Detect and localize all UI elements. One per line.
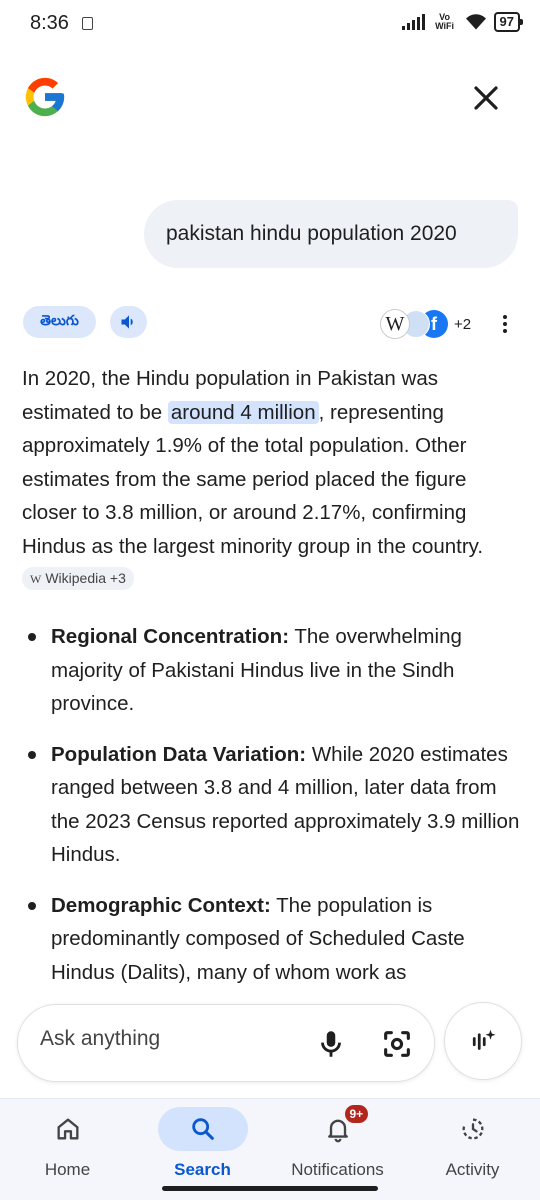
wikipedia-icon: W xyxy=(30,572,42,586)
status-bar xyxy=(0,0,540,50)
sources-more-count: +2 xyxy=(454,315,472,333)
nav-activity-icon-wrap xyxy=(428,1107,518,1151)
nav-activity-label: Activity xyxy=(445,1160,500,1179)
ai-answer-paragraph xyxy=(22,362,522,597)
more-options-icon[interactable] xyxy=(494,310,516,338)
bullet-title: Regional Concentration: xyxy=(51,625,290,648)
nav-notifications-label: Notifications xyxy=(291,1160,384,1179)
google-g-icon xyxy=(22,74,68,120)
close-icon[interactable] xyxy=(468,80,504,116)
bottom-navigation xyxy=(0,1098,540,1200)
answer-text-2: , representing approximately 1.9% of the total population. Other estimates from the same period placed the figure closer to 3.8 million, or around 2.17%, confirming Hindus as the largest minority group in the country. xyxy=(22,400,484,558)
wifi-icon xyxy=(465,13,487,31)
listen-button[interactable] xyxy=(110,306,147,338)
nav-search-icon-wrap xyxy=(158,1107,248,1151)
notification-badge: 9+ xyxy=(345,1105,369,1123)
ask-bar[interactable] xyxy=(17,1004,435,1082)
list-item xyxy=(22,889,522,990)
bullet-text: While 2020 estimates ranged between 3.8 and 4 million, later data from the 2023 Census reported approximately 3.9 million Hindus. xyxy=(51,742,520,866)
bullet-text: The population is predominantly composed of Scheduled Caste Hindus (Dalits), many of whom work as xyxy=(51,893,465,984)
battery-indicator: 97 xyxy=(494,12,520,32)
signal-icon xyxy=(402,14,425,30)
citation-label: Wikipedia +3 xyxy=(45,570,126,586)
facebook-source-icon: f xyxy=(420,310,448,338)
answer-text-1: In 2020, the Hindu population in Pakistan was estimated to be xyxy=(22,367,438,424)
answer-highlight[interactable]: around 4 million xyxy=(168,401,319,424)
lens-camera-icon[interactable] xyxy=(380,1027,414,1061)
home-indicator[interactable] xyxy=(162,1186,378,1191)
citation-chip[interactable] xyxy=(22,567,134,590)
nav-home-icon-wrap xyxy=(23,1107,113,1151)
answer-bullet-list xyxy=(22,620,522,1006)
bullet-title: Demographic Context: xyxy=(51,893,271,917)
status-indicators xyxy=(402,12,520,32)
list-item xyxy=(22,620,522,721)
nav-notifications[interactable] xyxy=(270,1107,405,1187)
nav-activity[interactable] xyxy=(405,1107,540,1187)
mic-icon[interactable] xyxy=(314,1027,348,1061)
ai-sparkle-icon xyxy=(468,1026,498,1056)
language-chip[interactable]: తెలుగు xyxy=(23,306,96,338)
list-item xyxy=(22,738,522,872)
nav-home[interactable] xyxy=(0,1107,135,1187)
nav-search[interactable] xyxy=(135,1107,270,1187)
query-bubble[interactable]: pakistan hindu population 2020 xyxy=(144,200,518,268)
vowifi-label: Vo WiFi xyxy=(435,12,454,31)
status-time: 8:36 xyxy=(30,12,69,34)
bullet-text: The overwhelming majority of Pakistani Hindus live in the Sindh province. xyxy=(51,625,462,715)
home-icon xyxy=(54,1115,82,1143)
nav-notifications-icon-wrap xyxy=(293,1107,383,1151)
sim-icon xyxy=(82,17,93,30)
ask-input[interactable]: Ask anything xyxy=(40,1027,161,1050)
ai-mode-button[interactable] xyxy=(444,1002,522,1080)
activity-icon xyxy=(459,1115,487,1143)
nav-search-label: Search xyxy=(174,1160,231,1179)
wikipedia-source-icon: W xyxy=(380,309,410,339)
nav-home-label: Home xyxy=(44,1160,91,1179)
search-icon xyxy=(189,1115,217,1143)
bullet-title: Population Data Variation: xyxy=(51,742,307,766)
sources-button[interactable] xyxy=(380,308,471,340)
speaker-icon xyxy=(119,312,139,332)
